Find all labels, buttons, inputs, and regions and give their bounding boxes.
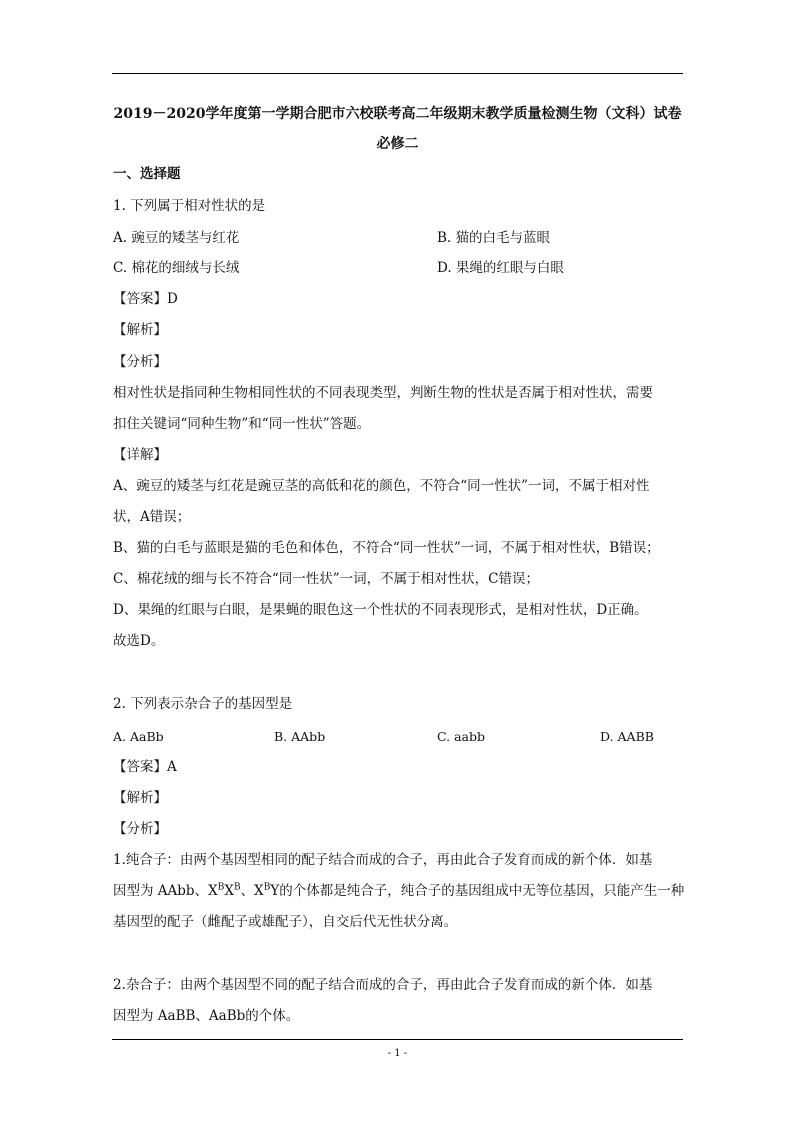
q2-p2-part-c: 、X: [240, 883, 264, 899]
q1-option-d: D. 果绳的红眼与白眼: [437, 260, 564, 276]
q2-option-c: C. aabb: [437, 729, 485, 744]
q1-detail-label: 【详解】: [113, 447, 167, 463]
q2-stem: 2. 下列表示杂合子的基因型是: [113, 696, 293, 712]
q1-detail-2: 状，A错误；: [113, 509, 191, 525]
q2-paragraph-1: 1.纯合子：由两个基因型相同的配子结合而成的合子，再由此合子发育而成的新个体．如基: [113, 852, 653, 868]
q1-option-a: A. 豌豆的矮茎与红花: [113, 230, 240, 246]
q2-analysis-label: 【解析】: [113, 790, 167, 806]
q2-p2-part-a: 因型为 AAbb、X: [113, 883, 218, 899]
q2-p2-sup-1: B: [217, 882, 225, 893]
q1-fenxi-label: 【分析】: [113, 354, 167, 370]
q2-p2-part-b: X: [224, 883, 234, 899]
q1-analysis-label: 【解析】: [113, 322, 167, 338]
q1-answer: 【答案】D: [113, 291, 178, 307]
document-title: 2019－2020学年度第一学期合肥市六校联考高二年级期末教学质量检测生物（文科）试卷: [113, 106, 682, 122]
q2-paragraph-2: [113, 881, 684, 901]
q2-paragraph-5: 因型为 AaBB、AaBb的个体。: [113, 1008, 300, 1024]
q1-option-b: B. 猫的白毛与蓝眼: [437, 230, 551, 246]
q2-option-b: B. AAbb: [274, 729, 326, 744]
document-subtitle: 必修二: [376, 136, 419, 152]
q1-detail-4: C、棉花绒的细与长不符合“同一性状”一词，不属于相对性状，C错误；: [113, 571, 539, 587]
q1-stem: 1. 下列属于相对性状的是: [113, 198, 266, 214]
q1-detail-1: A、豌豆的矮茎与红花是豌豆茎的高低和花的颜色，不符合“同一性状”一词，不属于相对性: [113, 478, 650, 494]
q2-p2-sup-2: B: [233, 882, 241, 893]
q2-option-a: A. AaBb: [113, 729, 164, 744]
page-number: - 1 -: [387, 1048, 408, 1059]
footer-rule: [112, 1039, 683, 1040]
q1-detail-3: B、猫的白毛与蓝眼是猫的毛色和体色，不符合“同一性状”一词，不属于相对性状，B错误；: [113, 540, 660, 556]
q2-paragraph-4: 2.杂合子：由两个基因型不同的配子结合而成的合子，再由此合子发育而成的新个体．如基: [113, 977, 653, 993]
q2-answer: 【答案】A: [113, 759, 177, 775]
header-rule: [112, 73, 683, 74]
q1-detail-6: 故选D。: [113, 633, 165, 649]
q1-paragraph-2: 扣住关键词“同种生物”和“同一性状”答题。: [113, 416, 371, 432]
q2-option-d: D. AABB: [600, 729, 654, 744]
q1-option-c: C. 棉花的细绒与长绒: [113, 260, 240, 276]
q2-p2-sup-3: B: [263, 882, 271, 893]
q2-paragraph-3: 基因型的配子（雌配子或雄配子），自交后代无性状分离。: [113, 914, 458, 930]
q2-fenxi-label: 【分析】: [113, 821, 167, 837]
q1-paragraph-1: 相对性状是指同种生物相同性状的不同表现类型，判断生物的性状是否属于相对性状，需要: [113, 385, 653, 401]
q2-p2-part-d: Y的个体都是纯合子，纯合子的基因组成中无等位基因，只能产生一种: [270, 883, 685, 899]
section-title: 一、选择题: [113, 166, 181, 182]
q1-detail-5: D、果绳的红眼与白眼，是果蝇的眼色这一个性状的不同表现形式，是相对性状，D正确。: [113, 602, 648, 618]
